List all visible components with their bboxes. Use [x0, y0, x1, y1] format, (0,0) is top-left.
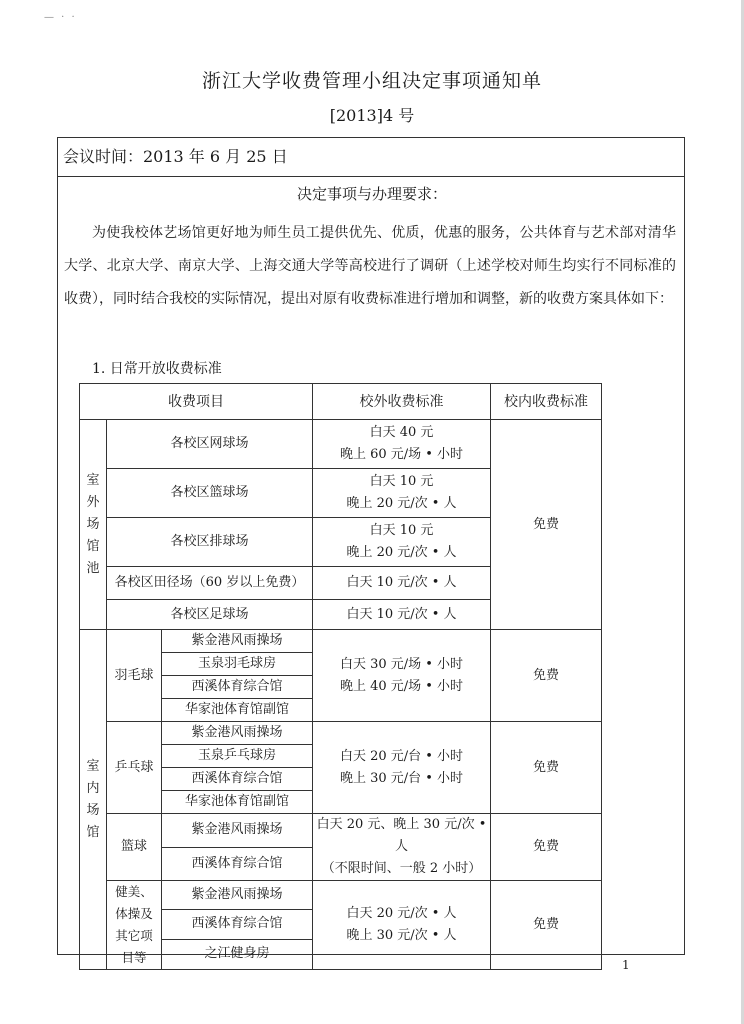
venue-cell: 紫金港风雨操场 [162, 814, 313, 848]
page-number: 1 [622, 958, 630, 972]
fee-football-field: 白天 10 元/次 • 人 [313, 600, 491, 630]
venue-cell: 华家池体育馆副馆 [162, 791, 313, 814]
internal-fee-badminton: 免费 [491, 630, 602, 722]
fee-volleyball-court: 白天 10 元 晚上 20 元/次 • 人 [313, 518, 491, 567]
fee-basketball-indoor: 白天 20 元、晚上 30 元/次 •人 （不限时间、一般 2 小时） [313, 814, 491, 881]
venue-cell: 玉泉乒乓球房 [162, 745, 313, 768]
fee-fitness: 白天 20 元/次 • 人 晚上 30 元/次 • 人 [313, 881, 491, 970]
item-football-field: 各校区足球场 [107, 600, 313, 630]
header-external-fee: 校外收费标准 [313, 384, 491, 420]
scan-corner-mark: — · · [44, 12, 77, 23]
internal-fee-outdoor: 免费 [491, 420, 602, 630]
venue-cell: 之江健身房 [162, 939, 313, 969]
venue-cell: 玉泉羽毛球房 [162, 653, 313, 676]
item-tennis: 各校区网球场 [107, 420, 313, 469]
venue-cell: 西溪体育综合馆 [162, 676, 313, 699]
section-heading-1: 1. 日常开放收费标准 [92, 361, 222, 377]
sport-badminton: 羽毛球 [107, 630, 162, 722]
venue-cell: 紫金港风雨操场 [162, 630, 313, 653]
indoor-group-label: 室 内 场 馆 [80, 630, 107, 970]
fee-tennis: 白天 40 元 晚上 60 元/场 • 小时 [313, 420, 491, 469]
sport-basketball: 篮球 [107, 814, 162, 881]
meeting-time: 会议时间：2013 年 6 月 25 日 [57, 137, 685, 177]
venue-cell: 紫金港风雨操场 [162, 881, 313, 910]
venue-cell: 西溪体育综合馆 [162, 847, 313, 881]
document-title: 浙江大学收费管理小组决定事项通知单 [201, 70, 542, 92]
internal-fee-pingpong: 免费 [491, 722, 602, 814]
fee-table-header-row [80, 384, 602, 420]
item-volleyball-court: 各校区排球场 [107, 518, 313, 567]
venue-cell: 西溪体育综合馆 [162, 910, 313, 939]
venue-cell: 西溪体育综合馆 [162, 768, 313, 791]
table-row [80, 881, 602, 910]
fee-pingpong: 白天 20 元/台 • 小时 晚上 30 元/台 • 小时 [313, 722, 491, 814]
table-row [80, 722, 602, 745]
fee-table [79, 383, 602, 970]
sport-pingpong: 乒乓球 [107, 722, 162, 814]
table-row [80, 420, 602, 469]
fee-badminton: 白天 30 元/场 • 小时 晚上 40 元/场 • 小时 [313, 630, 491, 722]
header-internal-fee: 校内收费标准 [491, 384, 602, 420]
venue-cell: 紫金港风雨操场 [162, 722, 313, 745]
item-basketball-court: 各校区篮球场 [107, 469, 313, 518]
fee-track-field: 白天 10 元/次 • 人 [313, 567, 491, 600]
item-track-field: 各校区田径场（60 岁以上免费） [107, 567, 313, 600]
table-row [80, 814, 602, 848]
sport-fitness-others: 健美、 体操及 其它项 目等 [107, 881, 162, 970]
outdoor-group-label: 室 外 场 馆 池 [80, 420, 107, 630]
internal-fee-fitness: 免费 [491, 881, 602, 970]
fee-basketball-court: 白天 10 元 晚上 20 元/次 • 人 [313, 469, 491, 518]
venue-cell: 华家池体育馆副馆 [162, 699, 313, 722]
decision-subheading: 决定事项与办理要求： [296, 185, 447, 203]
document-number: [2013]4 号 [329, 106, 415, 125]
internal-fee-basketball: 免费 [491, 814, 602, 881]
header-item: 收费项目 [80, 384, 313, 420]
table-row [80, 630, 602, 653]
body-paragraph: 为使我校体艺场馆更好地为师生员工提供优先、优质，优惠的服务，公共体育与艺术部对清华大学、北京大学、南京大学、上海交通大学等高校进行了调研（上述学校对师生均实行不同标准的收费），同时结合我校的实际情况，提出对原有收费标准进行增加和调整，新的收费方案具体如下： [64, 225, 676, 307]
